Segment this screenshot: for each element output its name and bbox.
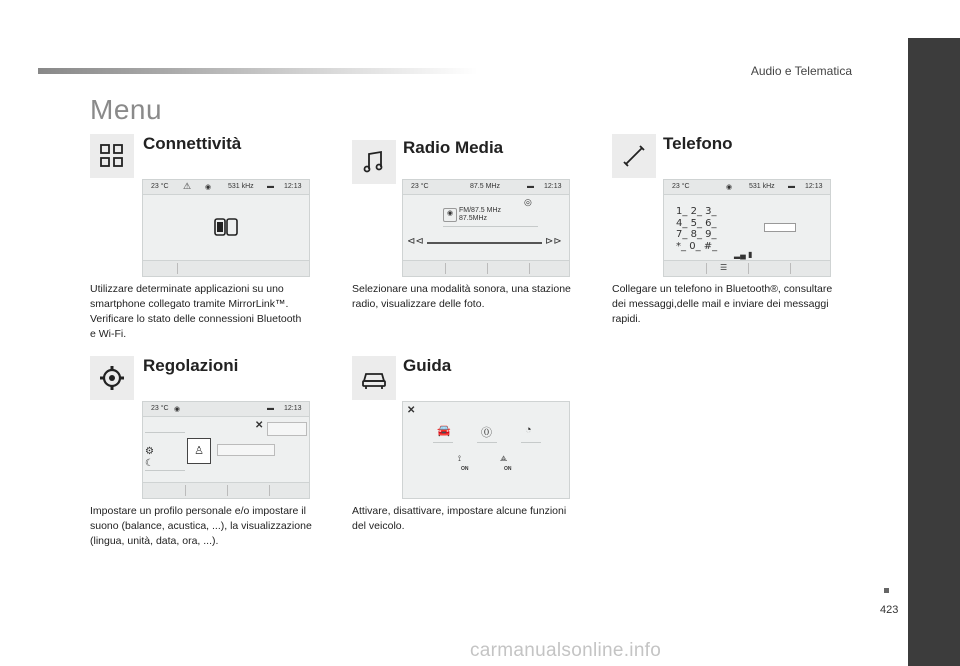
driving-title: Guida <box>403 356 452 375</box>
broadcast-icon[interactable]: ◎ <box>524 197 532 207</box>
settings-title: Regolazioni <box>143 356 239 375</box>
desc-line: e Wi-Fi. <box>90 328 127 340</box>
temperature: 23 °C <box>151 183 169 190</box>
desc-line: suono (balance, acustica, ...), la visualizzazione <box>90 520 312 532</box>
warning-icon: ⚠ <box>183 181 192 191</box>
audio-settings-icon[interactable]: ⚙ <box>145 446 154 457</box>
frequency: 87.5 MHz <box>470 183 500 190</box>
desc-line: Verificare lo stato delle connessioni Bluetooth <box>90 313 302 325</box>
desc-line: Impostare un profilo personale e/o impostare il <box>90 505 306 517</box>
bottom-bar <box>143 482 309 498</box>
station-band: FM/87.5 MHz <box>459 207 502 214</box>
desc-line: rapidi. <box>612 313 641 325</box>
radio-screen <box>402 179 570 277</box>
frequency-slider[interactable] <box>427 242 542 244</box>
blind-spot-icon[interactable]: ⟁ <box>500 454 508 463</box>
frequency: 531 kHz <box>749 183 775 190</box>
station-info <box>459 207 501 223</box>
header-section-title: Audio e Telematica <box>750 64 852 78</box>
number-display <box>764 223 796 232</box>
desc-line: Utilizzare determinate applicazioni su uno <box>90 283 284 295</box>
page-number: 423 <box>880 604 899 616</box>
watermark: carmanualsonline.info <box>470 640 662 661</box>
key-8[interactable]: 8 <box>690 229 697 240</box>
bottom-bar <box>403 260 569 276</box>
desc-line: Selezionare una modalità sonora, una stazione <box>352 283 571 295</box>
clock: 12:13 <box>805 183 823 190</box>
screen-toggle-icon: ▬ <box>267 183 274 190</box>
seek-back-button[interactable]: ⊲⊲ <box>407 236 424 247</box>
close-icon[interactable]: ✕ <box>255 420 264 431</box>
phone-title: Telefono <box>663 134 733 153</box>
driving-description <box>352 504 602 534</box>
eco-function-icon[interactable]: ⓪ <box>481 427 492 439</box>
page-marker <box>884 588 889 593</box>
parking-assist-status: ON <box>461 466 469 472</box>
connectivity-description <box>90 282 340 342</box>
connectivity-title: Connettività <box>143 134 242 153</box>
desc-line: Collegare un telefono in Bluetooth®, consultare <box>612 283 833 295</box>
station-frequency: 87.5MHz <box>459 215 488 222</box>
settings-screen <box>142 401 310 499</box>
key-7[interactable]: 7 <box>676 229 683 240</box>
keypad-row: *_ 0_ #_ <box>676 240 718 252</box>
page-edge-strip <box>908 38 960 666</box>
settings-gear-icon <box>98 364 126 392</box>
night-mode-icon[interactable]: ☾ <box>145 458 154 469</box>
key-9[interactable]: 9 <box>705 229 712 240</box>
clock: 12:13 <box>284 183 302 190</box>
driving-icon-box[interactable] <box>352 356 396 400</box>
temperature: 23 °C <box>151 405 169 412</box>
key-hash[interactable]: # <box>703 240 713 252</box>
profile-field[interactable] <box>217 444 275 456</box>
parking-assist-icon[interactable]: ⟟ <box>458 454 461 463</box>
settings-description <box>90 504 340 549</box>
key-6[interactable]: 6 <box>705 217 712 229</box>
speedometer-icon[interactable]: ◔ <box>525 424 532 436</box>
key-1[interactable]: 1 <box>676 206 683 217</box>
phone-handset-icon <box>621 143 647 169</box>
screen-toggle-icon: ▬ <box>267 405 274 412</box>
vehicle-function-icon[interactable]: 🚘 <box>437 425 451 437</box>
key-3[interactable]: 3 <box>705 206 712 217</box>
key-0[interactable]: 0 <box>689 240 696 252</box>
screen-toggle-icon: ▬ <box>527 183 534 190</box>
car-icon <box>360 364 388 392</box>
seek-forward-button[interactable]: ⊳⊳ <box>545 236 562 247</box>
connectivity-screen <box>142 179 310 277</box>
phone-screen <box>663 179 831 277</box>
radio-title: Radio Media <box>403 138 504 157</box>
close-icon[interactable]: ✕ <box>407 405 416 416</box>
temperature: 23 °C <box>672 183 690 190</box>
status-bar <box>403 180 569 195</box>
key-4[interactable]: 4 <box>676 217 683 229</box>
signal-battery-icon: ▂▄ ▮ <box>734 250 753 259</box>
desc-line: smartphone collegato tramite MirrorLink™. <box>90 298 289 310</box>
blind-spot-status: ON <box>504 466 512 472</box>
key-5[interactable]: 5 <box>690 217 697 229</box>
bottom-bar <box>664 260 830 276</box>
music-note-icon <box>361 149 387 175</box>
status-bar <box>664 180 830 195</box>
desc-line: del veicolo. <box>352 520 405 532</box>
bottom-bar <box>143 260 309 276</box>
phone-icon-box[interactable] <box>612 134 656 178</box>
frequency: 531 kHz <box>228 183 254 190</box>
desc-line: Attivare, disattivare, impostare alcune funzioni <box>352 505 567 517</box>
radio-description <box>352 282 602 312</box>
settings-icon-box[interactable] <box>90 356 134 400</box>
key-2[interactable]: 2 <box>690 206 697 217</box>
desc-line: dei messaggi,delle mail e inviare dei messaggi <box>612 298 829 310</box>
screen-toggle-icon: ▬ <box>788 183 795 190</box>
radio-signal-icon: ◉ <box>174 406 181 413</box>
desc-line: (lingua, unità, data, ora, ...). <box>90 535 219 547</box>
key-star[interactable]: * <box>676 240 681 252</box>
status-bar <box>143 180 309 195</box>
contacts-icon[interactable]: ☰ <box>720 263 728 272</box>
mirrorlink-icon[interactable] <box>213 216 239 238</box>
keypad-row: 7_ 8_ 9_ <box>676 229 717 240</box>
connectivity-icon-box[interactable] <box>90 134 134 178</box>
grid-apps-icon <box>99 143 125 169</box>
clock: 12:13 <box>544 183 562 190</box>
radio-signal-icon: ◉ <box>205 184 212 191</box>
status-bar <box>143 402 309 417</box>
keypad-row: 4_ 5_ 6_ <box>676 217 717 229</box>
driving-screen <box>402 401 570 499</box>
header-gradient-bar <box>38 68 478 74</box>
radio-logo-icon: ◉ <box>443 208 457 222</box>
dial-keypad <box>676 206 717 252</box>
clock: 12:13 <box>284 405 302 412</box>
option-field[interactable] <box>267 422 307 436</box>
keypad-row: 1_ 2_ 3_ <box>676 206 717 217</box>
temperature: 23 °C <box>411 183 429 190</box>
profile-icon[interactable]: ♙ <box>187 438 211 464</box>
phone-description <box>612 282 862 327</box>
radio-icon-box[interactable] <box>352 140 396 184</box>
desc-line: radio, visualizzare delle foto. <box>352 298 485 310</box>
page-title: Menu <box>90 94 163 125</box>
radio-signal-icon: ◉ <box>726 184 733 191</box>
